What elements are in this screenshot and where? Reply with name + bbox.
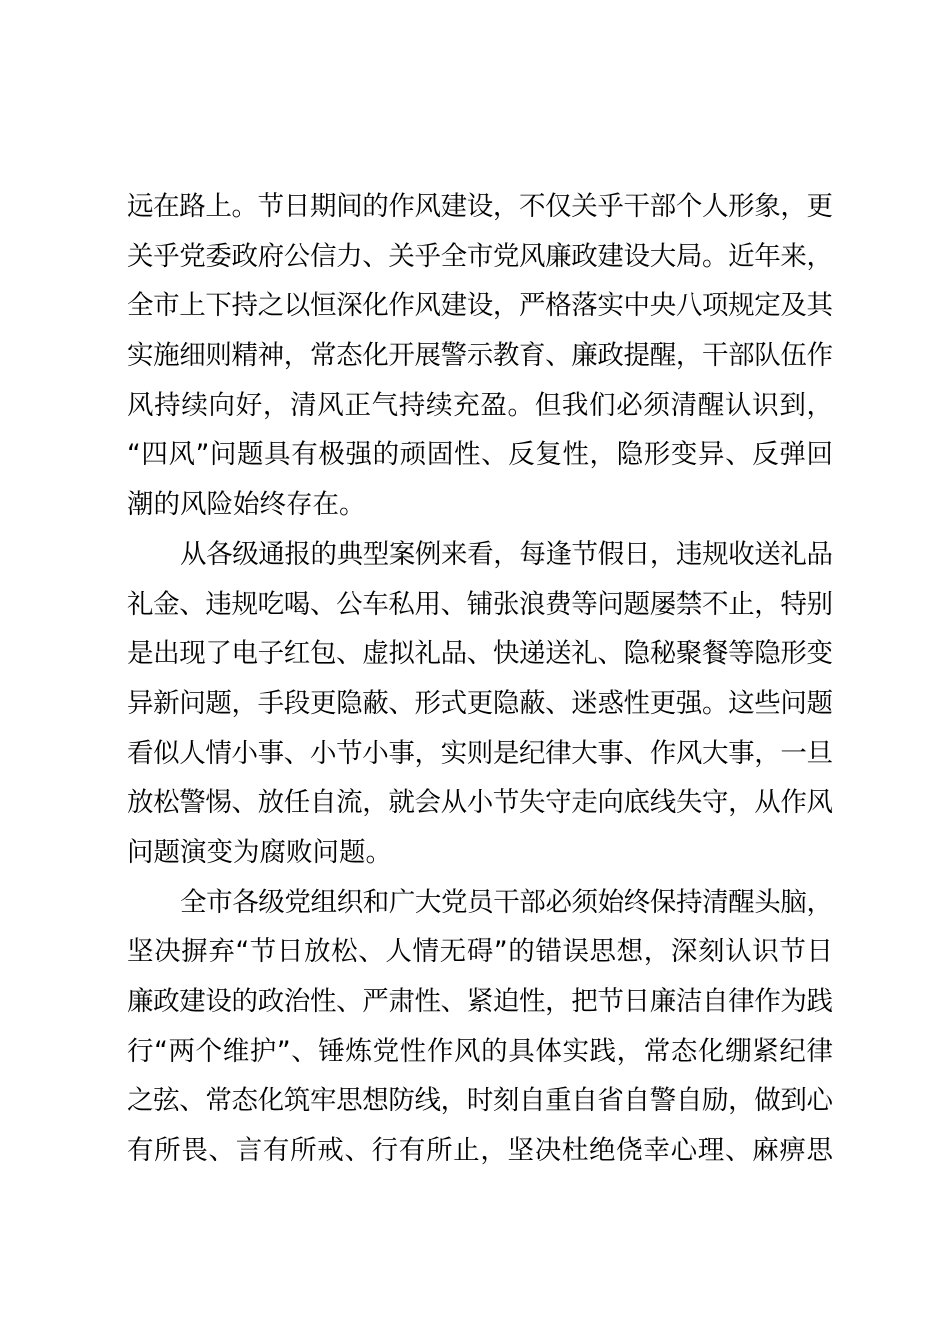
text-line: 有所畏、言有所戒、行有所止，坚决杜绝侥幸心理、麻痹思	[127, 1135, 834, 1167]
text-line: 廉政建设的政治性、严肃性、紧迫性，把节日廉洁自律作为践	[127, 986, 833, 1017]
text-line: 风持续向好，清风正气持续充盈。但我们必须清醒认识到，	[127, 389, 834, 421]
paragraph-1	[127, 182, 833, 530]
text-line: 礼金、违规吃喝、公车私用、铺张浪费等问题屡禁不止，特别	[127, 588, 833, 620]
text-line: 实施细则精神，常态化开展警示教育、廉政提醒，干部队伍作	[127, 340, 833, 372]
text-line: 远在路上。节日期间的作风建设，不仅关乎干部个人形象，更	[127, 191, 833, 222]
text-line: 从各级通报的典型案例来看，每逢节假日，违规收送礼品	[180, 538, 833, 570]
text-line: 关乎党委政府公信力、关乎全市党风廉政建设大局。近年来，	[127, 240, 833, 272]
text-line: 坚决摒弃“节日放松、人情无碍”的错误思想，深刻认识节日	[127, 936, 834, 968]
text-line: “四风”问题具有极强的顽固性、反复性，隐形变异、反弹回	[127, 439, 834, 471]
body-text	[127, 182, 833, 1176]
paragraph-2	[127, 530, 833, 878]
text-line: 看似人情小事、小节小事，实则是纪律大事、作风大事，一旦	[127, 737, 833, 769]
text-line: 之弦、常态化筑牢思想防线，时刻自重自省自警自励，做到心	[127, 1085, 833, 1117]
text-line: 潮的风险始终存在。	[127, 489, 366, 521]
text-line: 异新问题，手段更隐蔽、形式更隐蔽、迷惑性更强。这些问题	[127, 687, 833, 719]
text-line: 行“两个维护”、锤炼党性作风的具体实践，常态化绷紧纪律	[127, 1035, 834, 1067]
paragraph-3	[127, 878, 833, 1176]
text-line: 问题演变为腐败问题。	[127, 836, 392, 868]
text-line: 是出现了电子红包、虚拟礼品、快递送礼、隐秘聚餐等隐形变	[127, 638, 833, 670]
text-line: 全市上下持之以恒深化作风建设，严格落实中央八项规定及其	[127, 290, 833, 322]
text-line: 放松警惕、放任自流，就会从小节失守走向底线失守，从作风	[127, 787, 833, 819]
text-line: 全市各级党组织和广大党员干部必须始终保持清醒头脑，	[180, 886, 833, 918]
